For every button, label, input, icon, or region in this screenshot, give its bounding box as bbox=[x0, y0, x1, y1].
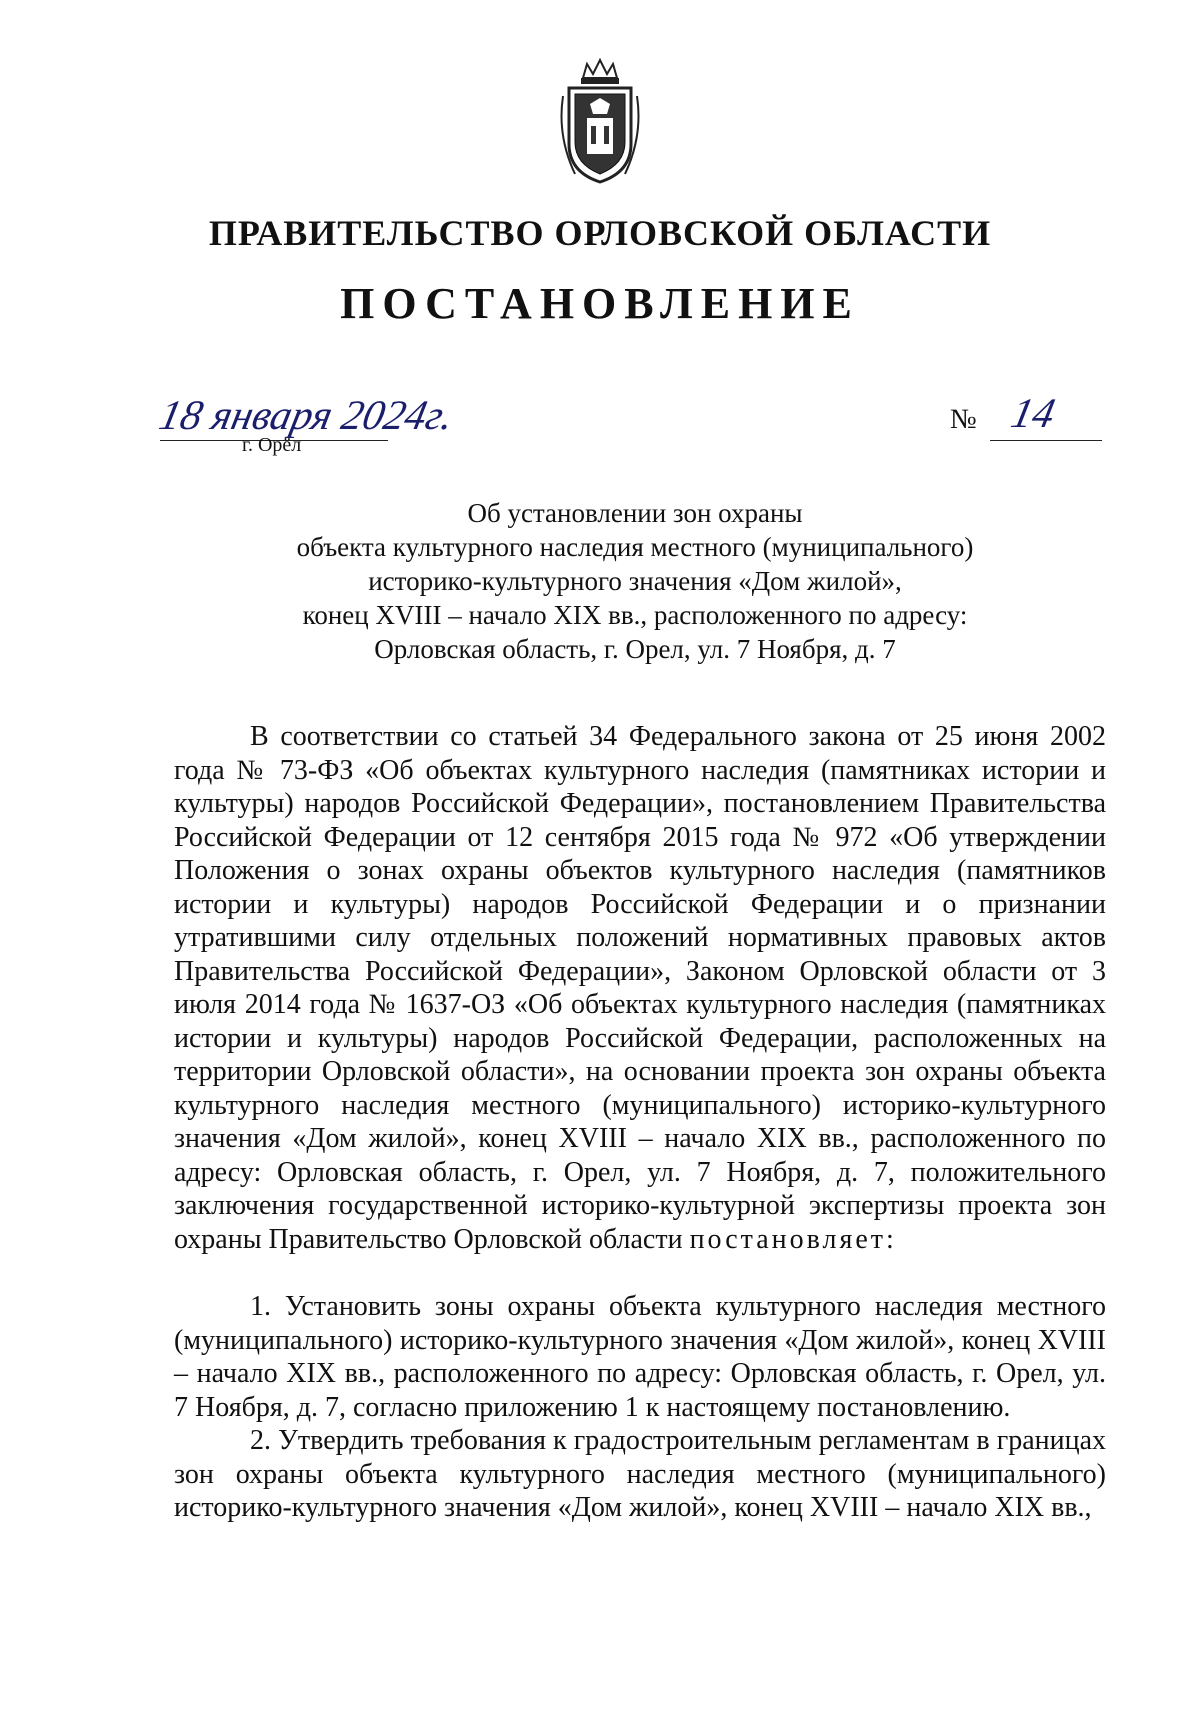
preamble-paragraph bbox=[174, 720, 1106, 1256]
title-line: Орловская область, г. Орел, ул. 7 Ноября, д. 7 bbox=[374, 634, 896, 664]
decree-heading: ПОСТАНОВЛЕНИЕ bbox=[340, 279, 860, 328]
title-line: объекта культурного наследия местного (муниципального) bbox=[296, 532, 974, 562]
date-handwritten: 18 января 2024г. bbox=[155, 393, 458, 439]
item-1-paragraph: 1. Установить зоны охраны объекта культурного наследия местного (муниципального) историко-культурного значения «Дом жилой», конец XVIII – начало XIX вв., расположенного по адресу: Орловская область, г. Орел, ул. 7 Ноября, д. 7, согласно приложению 1 к настоящему постановлению. bbox=[174, 1291, 1106, 1423]
number-label: № bbox=[950, 404, 977, 435]
number-underline bbox=[990, 440, 1102, 441]
preamble-text: В соответствии со статьей 34 Федерального закона от 25 июня 2002 года № 73-ФЗ «Об объектах культурного наследия (памятниках истории и культуры) народов Российской Федерации», постановлением Правительства Российской Федерации от 12 сентября 2015 года № 972 «Об утверждении Положения о зонах охраны объектов культурного наследия (памятников истории и культуры) народов Российской Федерации и о признании утратившими силу отдельных положений нормативных правовых актов Правительства Российской Федерации», Законом Орловской области от 3 июля 2014 года № 1637-ОЗ «Об объектах культурного наследия (памятниках истории и культуры) народов Российской Федерации, расположенных на территории Орловской области», на основании проекта зон охраны объекта культурного наследия местного (муниципального) историко-культурного значения «Дом жилой», конец XVIII – начало XIX вв., расположенного по адресу: Орловская область, г. Орел, ул. 7 Ноября, д. 7, положительного заключения государственной историко-культурной экспертизы проекта зон охраны Правительство Орловской области bbox=[174, 721, 1106, 1255]
government-heading: ПРАВИТЕЛЬСТВО ОРЛОВСКОЙ ОБЛАСТИ bbox=[208, 213, 992, 253]
document-title bbox=[170, 496, 1100, 666]
title-line: конец XVIII – начало XIX вв., расположенного по адресу: bbox=[302, 600, 968, 630]
document-body bbox=[174, 720, 1106, 1525]
city-label: г. Орёл bbox=[242, 434, 302, 456]
resolves-word: постановляет: bbox=[689, 1223, 897, 1255]
title-line: историко-культурного значения «Дом жилой», bbox=[368, 566, 902, 596]
coat-of-arms-emblem bbox=[555, 56, 645, 186]
title-line: Об установлении зон охраны bbox=[467, 498, 803, 528]
number-handwritten: 14 bbox=[1007, 391, 1059, 437]
item-2-paragraph: 2. Утвердить требования к градостроительным регламентам в границах зон охраны объекта культурного наследия местного (муниципального) историко-культурного значения «Дом жилой», конец XVIII – начало XIX вв., bbox=[174, 1425, 1106, 1523]
